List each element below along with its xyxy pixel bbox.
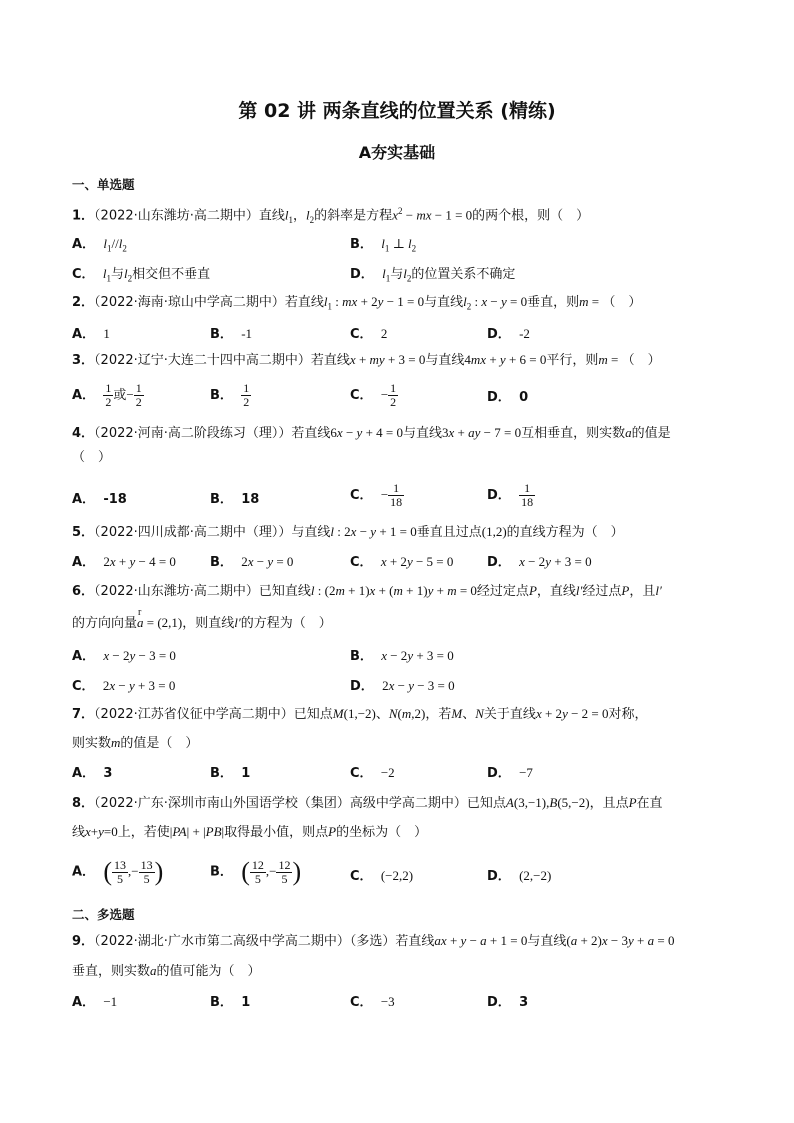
q7-option-c[interactable]: C． −2 xyxy=(350,765,395,781)
q5-option-c[interactable]: C． x + 2y − 5 = 0 xyxy=(350,554,454,570)
q3-option-c[interactable]: C． − $\frac{1}{2}$ xyxy=(350,381,397,409)
q9-option-d[interactable]: D． 3 xyxy=(487,995,529,1010)
q7-option-d[interactable]: D． −7 xyxy=(487,765,533,781)
question-1: 1．（2022·山东潍坊·高二期中）直线$l_1$，$l_2$的斜率是方程$x^2$ − mx − 1 = 0的两个根，则（ ） xyxy=(72,206,590,225)
q2-option-a[interactable]: A． 1 xyxy=(72,326,110,342)
question-8-line-2: 线x+y=0上，若使|PA| + |PB|取得最小值，则点P的坐标为（ ） xyxy=(72,824,428,840)
q7-option-a[interactable]: A． 3 xyxy=(72,766,113,781)
question-8: 8．（2022·广东·深圳市南山外国语学校（集团）高级中学高二期中）已知点A(3,−1),B(5,−2)，且点P在直 xyxy=(72,795,663,811)
q1-option-b[interactable]: B． $l_1$ ⊥ $l_2$ xyxy=(350,236,417,254)
question-9: 9．（2022·湖北·广水市第二高级中学高二期中）（多选）若直线ax + y − a + 1 = 0与直线(a + 2)x − 3y + a = 0 xyxy=(72,933,675,949)
q6-option-c[interactable]: C． 2x − y + 3 = 0 xyxy=(72,678,176,694)
q4-option-d[interactable]: D． $\frac{1}{18}$ xyxy=(487,481,534,509)
q2-option-d[interactable]: D． -2 xyxy=(487,326,530,342)
q5-option-d[interactable]: D． x − 2y + 3 = 0 xyxy=(487,554,592,570)
section-single-choice: 一、单选题 xyxy=(72,177,135,192)
question-6-line-2: 的方向向量r a = (2,1)，则直线l′的方程为（ ） xyxy=(72,613,332,634)
q9-option-a[interactable]: A． −1 xyxy=(72,994,118,1010)
question-5: 5．（2022·四川成都·高二期中（理））与直线l : 2x − y + 1 = 0垂直且过点(1,2)的直线方程为（ ） xyxy=(72,524,624,540)
section-multi-choice: 二、多选题 xyxy=(72,907,135,922)
page-subtitle: A夯实基础 xyxy=(358,143,436,162)
question-6: 6．（2022·山东潍坊·高二期中）已知直线l : (2m + 1)x + (m + 1)y + m = 0经过定点P，直线l′经过点P，且l′ xyxy=(72,583,662,599)
q8-option-a[interactable]: A． ( $\frac{13}{5}$ ,− $\frac{13}{5}$ ) xyxy=(72,857,164,886)
q4-option-a[interactable]: A． -18 xyxy=(72,492,127,507)
q7-option-b[interactable]: B． 1 xyxy=(210,766,251,781)
q8-option-b[interactable]: B． ( $\frac{12}{5}$ ,− $\frac{12}{5}$ ) xyxy=(210,857,302,886)
q1-option-c[interactable]: C． $l_1$与$l_2$相交但不垂直 xyxy=(72,266,211,284)
q2-option-c[interactable]: C． 2 xyxy=(350,326,388,342)
q2-option-b[interactable]: B． -1 xyxy=(210,326,253,342)
q6-option-b[interactable]: B． x − 2y + 3 = 0 xyxy=(350,648,454,664)
question-4: 4．（2022·河南·高二阶段练习（理））若直线6x − y + 4 = 0与直线3x + ay − 7 = 0互相垂直，则实数a的值是 xyxy=(72,425,671,441)
page-title: 第 02 讲 两条直线的位置关系 (精练) xyxy=(238,100,556,122)
q3-option-a[interactable]: A． $\frac{1}{2}$ 或− $\frac{1}{2}$ xyxy=(72,381,142,409)
q9-option-b[interactable]: B． 1 xyxy=(210,995,251,1010)
q1-option-a[interactable]: A． $l_1//l_2$ xyxy=(72,236,127,254)
q6-option-d[interactable]: D． 2x − y − 3 = 0 xyxy=(350,678,455,694)
question-2: 2．（2022·海南·琼山中学高二期中）若直线$l_1$ : mx + 2y − 1 = 0与直线$l_2$ : x − y = 0垂直，则m = （ ） xyxy=(72,294,642,312)
q8-option-c[interactable]: C． (−2,2) xyxy=(350,868,414,884)
q5-option-b[interactable]: B． 2x − y = 0 xyxy=(210,554,294,570)
q1-option-d[interactable]: D． $l_1$与$l_2$的位置关系不确定 xyxy=(350,266,516,284)
q4-option-c[interactable]: C． − $\frac{1}{18}$ xyxy=(350,481,403,509)
question-4-line-2: （ ） xyxy=(72,450,112,465)
q3-option-d[interactable]: D． 0 xyxy=(487,390,529,405)
q3-option-b[interactable]: B． $\frac{1}{2}$ xyxy=(210,381,250,409)
question-9-line-2: 垂直，则实数a的值可能为（ ） xyxy=(72,963,261,979)
question-3: 3．（2022·辽宁·大连二十四中高二期中）若直线x + my + 3 = 0与直线4mx + y + 6 = 0平行，则m = （ ） xyxy=(72,352,661,368)
q9-option-c[interactable]: C． −3 xyxy=(350,994,395,1010)
q4-option-b[interactable]: B． 18 xyxy=(210,492,260,507)
q8-option-d[interactable]: D． (2,−2) xyxy=(487,868,552,884)
q6-option-a[interactable]: A． x − 2y − 3 = 0 xyxy=(72,648,176,664)
q5-option-a[interactable]: A． 2x + y − 4 = 0 xyxy=(72,554,176,570)
question-7-line-2: 则实数m的值是（ ） xyxy=(72,735,199,751)
question-7: 7．（2022·江苏省仪征中学高二期中）已知点M(1,−2)、N(m,2)，若M、N关于直线x + 2y − 2 = 0对称， xyxy=(72,706,648,722)
